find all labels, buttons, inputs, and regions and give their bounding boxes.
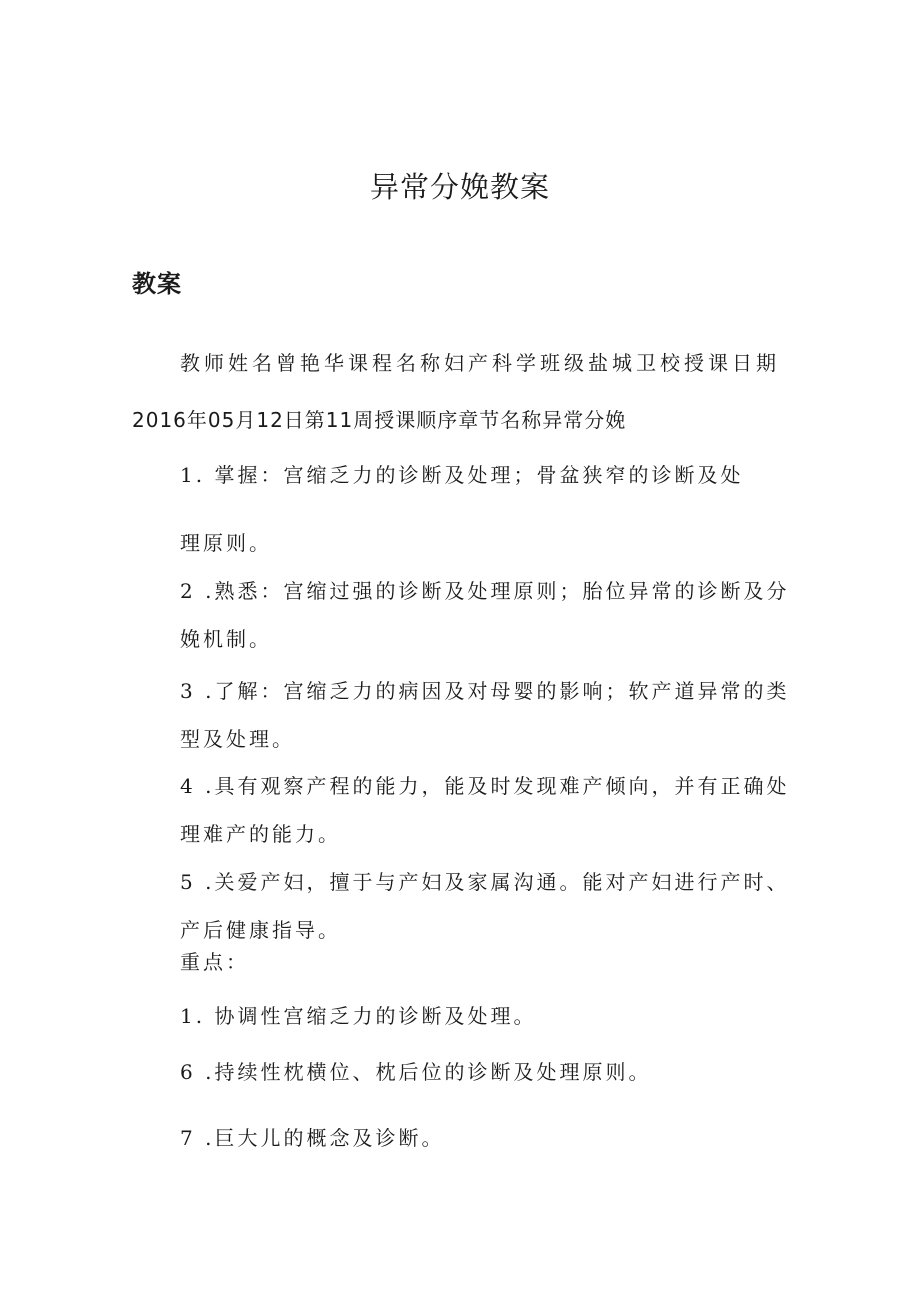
objective-1-line1: 1. 掌握：宫缩乏力的诊断及处理；骨盆狭窄的诊断及处	[180, 463, 744, 487]
objective-5-line1: 5 .关爱产妇，擅于与产妇及家属沟通。能对产妇进行产时、	[180, 870, 790, 894]
objective-1-line2: 理原则。	[180, 531, 272, 555]
teacher-info-line: 教师姓名曾艳华课程名称妇产科学班级盐城卫校授课日期	[180, 351, 780, 375]
date-info-line: 2016年05月12日第11周授课顺序章节名称异常分娩	[132, 408, 627, 432]
objective-3-line1: 3 .了解：宫缩乏力的病因及对母婴的影响；软产道异常的类	[180, 679, 790, 703]
objective-3-line2: 型及处理。	[180, 727, 295, 751]
objective-2-line1: 2 .熟悉：宫缩过强的诊断及处理原则；胎位异常的诊断及分	[180, 579, 790, 603]
document-title: 异常分娩教案	[369, 170, 550, 204]
key-point-1: 1. 协调性宫缩乏力的诊断及处理。	[180, 1004, 537, 1028]
objective-5-line2: 产后健康指导。	[180, 918, 341, 942]
objective-2-line2: 娩机制。	[180, 627, 272, 651]
objective-4-line1: 4 .具有观察产程的能力，能及时发现难产倾向，并有正确处	[180, 774, 790, 798]
key-point-3: 7 .巨大儿的概念及诊断。	[180, 1126, 445, 1150]
objective-4-line2: 理难产的能力。	[180, 822, 341, 846]
key-points-label: 重点：	[180, 950, 249, 974]
section-heading: 教案	[132, 270, 182, 298]
key-point-2: 6 .持续性枕横位、枕后位的诊断及处理原则。	[180, 1060, 652, 1084]
